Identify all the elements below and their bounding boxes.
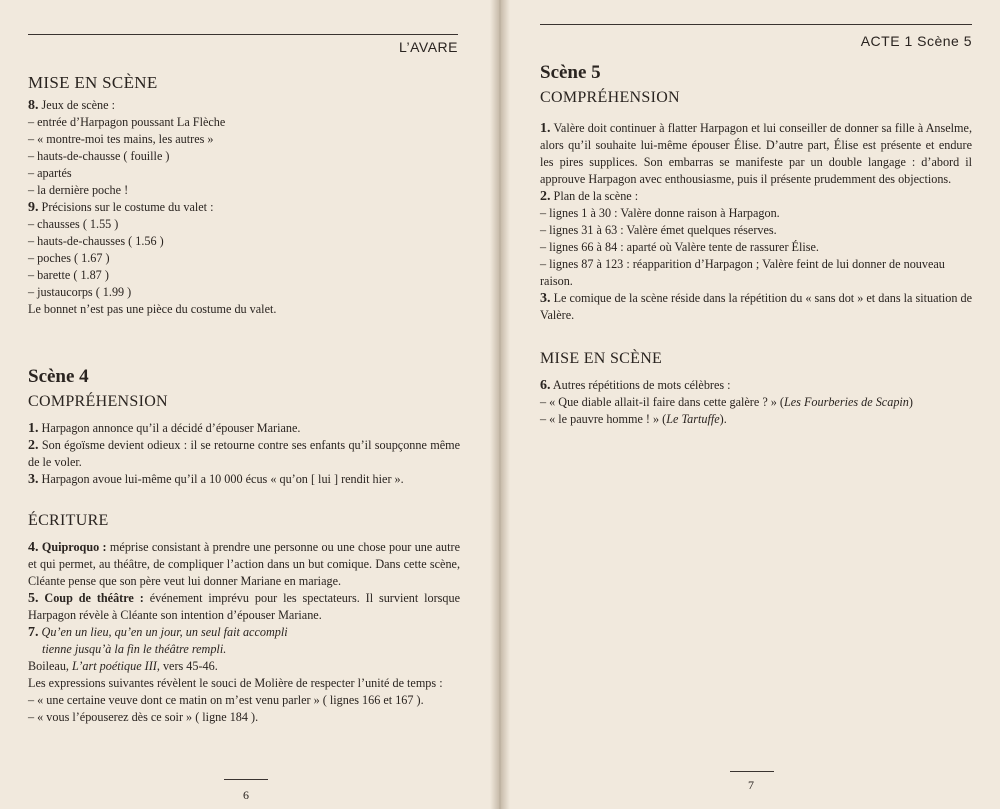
list-item <box>540 394 972 411</box>
list-item: – lignes 66 à 84 : aparté où Valère tente de rassurer Élise. <box>540 240 819 254</box>
scene-4-title: Scène 4 <box>28 366 89 387</box>
folio-rule <box>730 771 774 772</box>
list-item: – hauts-de-chausse ( fouille ) <box>28 149 170 163</box>
item-text: méprise consistant à prendre une personne ou une chose pour une autre et qui permet, au théâtre, de compliquer l’action dans un but comique. Dans cette scène, Cléante pense que son père veut lui donner Mariane en mariage. <box>28 540 460 588</box>
item-number: 2. <box>28 438 39 453</box>
source-work: L’art poétique III <box>72 659 157 673</box>
item-number: 3. <box>540 291 551 306</box>
list-item: – justaucorps ( 1.99 ) <box>28 285 132 299</box>
item-4 <box>28 539 460 590</box>
page-number-right: 7 <box>748 778 754 792</box>
term: Coup de théâtre : <box>44 591 144 605</box>
left-page <box>0 0 498 809</box>
comprehension-heading: COMPRÉHENSION <box>540 89 680 106</box>
list-item: – poches ( 1.67 ) <box>28 251 110 265</box>
source-ref: , vers 45-46. <box>156 659 218 673</box>
item-5 <box>28 590 460 624</box>
book-gutter <box>490 0 510 809</box>
running-head-right: ACTE 1 Scène 5 <box>860 33 972 49</box>
list-item: – barette ( 1.87 ) <box>28 268 109 282</box>
item-1 <box>540 120 972 188</box>
item-text: Le comique de la scène réside dans la répétition du « sans dot » et dans la situation de Valère. <box>540 291 972 322</box>
verse-line: Qu’en un lieu, qu’en un jour, un seul fait accompli <box>41 625 288 639</box>
item-text: Jeux de scène : <box>41 98 115 112</box>
list-item: – « une certaine veuve dont ce matin on m’est venu parler » ( lignes 166 et 167 ). <box>28 693 424 707</box>
verse-line: tienne jusqu’à la fin le théâtre rempli. <box>42 642 227 656</box>
item-number: 3. <box>28 472 39 487</box>
comprehension-heading: COMPRÉHENSION <box>28 393 168 410</box>
item-number: 2. <box>540 189 551 204</box>
item-text: événement imprévu pour les spectateurs. Il survient lorsque Harpagon révèle à Cléante son intention d’épouser Mariane. <box>28 591 461 622</box>
list-item: – « montre-moi tes mains, les autres » <box>28 132 214 146</box>
list-item: – entrée d’Harpagon poussant La Flèche <box>28 115 226 129</box>
item-8 <box>28 97 460 114</box>
item-text: Harpagon avoue lui-même qu’il a 10 000 écus « qu’on [ lui ] rendit hier ». <box>41 472 404 486</box>
item-text: Précisions sur le costume du valet : <box>41 200 214 214</box>
closing-note: Le bonnet n’est pas une pièce du costume du valet. <box>28 302 277 316</box>
item-text: Autres répétitions de mots célèbres : <box>552 378 731 392</box>
quote: – « Que diable allait-il faire dans cette galère ? » ( <box>540 395 784 409</box>
header-rule <box>28 34 458 35</box>
item-6 <box>540 377 972 394</box>
list-item: – lignes 31 à 63 : Valère émet quelques réserves. <box>540 223 777 237</box>
punct: ) <box>908 395 913 409</box>
quote: – « le pauvre homme ! » ( <box>540 412 667 426</box>
item-text: Harpagon annonce qu’il a décidé d’épouser Mariane. <box>41 421 301 435</box>
ecriture-heading: ÉCRITURE <box>28 512 109 529</box>
verse-source <box>28 658 460 675</box>
folio-rule <box>224 779 268 780</box>
list-item: – « vous l’épouserez dès ce soir » ( ligne 184 ). <box>28 710 259 724</box>
scene-5-title: Scène 5 <box>540 62 601 83</box>
page-number-left: 6 <box>243 788 249 802</box>
item-7 <box>28 624 460 641</box>
item-number: 6. <box>540 378 551 393</box>
item-9 <box>28 199 460 216</box>
item-2 <box>28 437 460 471</box>
list-item <box>540 411 972 428</box>
item-text: Plan de la scène : <box>553 189 639 203</box>
list-item: – apartés <box>28 166 72 180</box>
item-1 <box>28 420 460 437</box>
item-number: 9. <box>28 200 39 215</box>
source-author: Boileau, <box>28 659 73 673</box>
item-3 <box>540 290 972 324</box>
item-number: 1. <box>28 421 39 436</box>
running-head-left: L’AVARE <box>398 39 458 55</box>
punct: ). <box>719 412 727 426</box>
left-page-content <box>28 74 460 726</box>
list-item: – la dernière poche ! <box>28 183 129 197</box>
work-title: Les Fourberies de Scapin <box>783 395 909 409</box>
list-item: – hauts-de-chausses ( 1.56 ) <box>28 234 164 248</box>
work-title: Le Tartuffe <box>666 412 720 426</box>
right-page-content <box>540 64 972 428</box>
header-rule <box>540 24 972 25</box>
list-item: – chausses ( 1.55 ) <box>28 217 119 231</box>
term: Quiproquo : <box>41 540 107 554</box>
item-number: 4. <box>28 540 39 555</box>
item-number: 1. <box>540 121 551 136</box>
item-text: Son égoïsme devient odieux : il se retourne contre ses enfants qu’il soupçonne même de le voler. <box>28 438 461 469</box>
item-text: Les expressions suivantes révèlent le souci de Molière de respecter l’unité de temps : <box>28 676 443 690</box>
item-text: Valère doit continuer à flatter Harpagon et lui conseiller de donner sa fille à Anselme, alors qu’il souhaite lui-même épouser Élise. D’autre part, Élise est présente et endure les pires supplices. Son embarras se manifeste par un double langage : d’abord il approuve Harpagon avec enthousiasme, puis il présente prudemment des objections. <box>540 121 972 186</box>
mise-en-scene-heading: MISE EN SCÈNE <box>28 73 158 92</box>
list-item: – lignes 87 à 123 : réapparition d’Harpagon ; Valère feint de lui donner de nouveau raison. <box>540 257 945 288</box>
right-page <box>502 0 1000 809</box>
mise-en-scene-heading: MISE EN SCÈNE <box>540 350 663 367</box>
item-number: 5. <box>28 591 39 606</box>
item-number: 8. <box>28 98 39 113</box>
item-2 <box>540 188 972 205</box>
item-3 <box>28 471 460 488</box>
list-item: – lignes 1 à 30 : Valère donne raison à Harpagon. <box>540 206 780 220</box>
item-number: 7. <box>28 625 39 640</box>
